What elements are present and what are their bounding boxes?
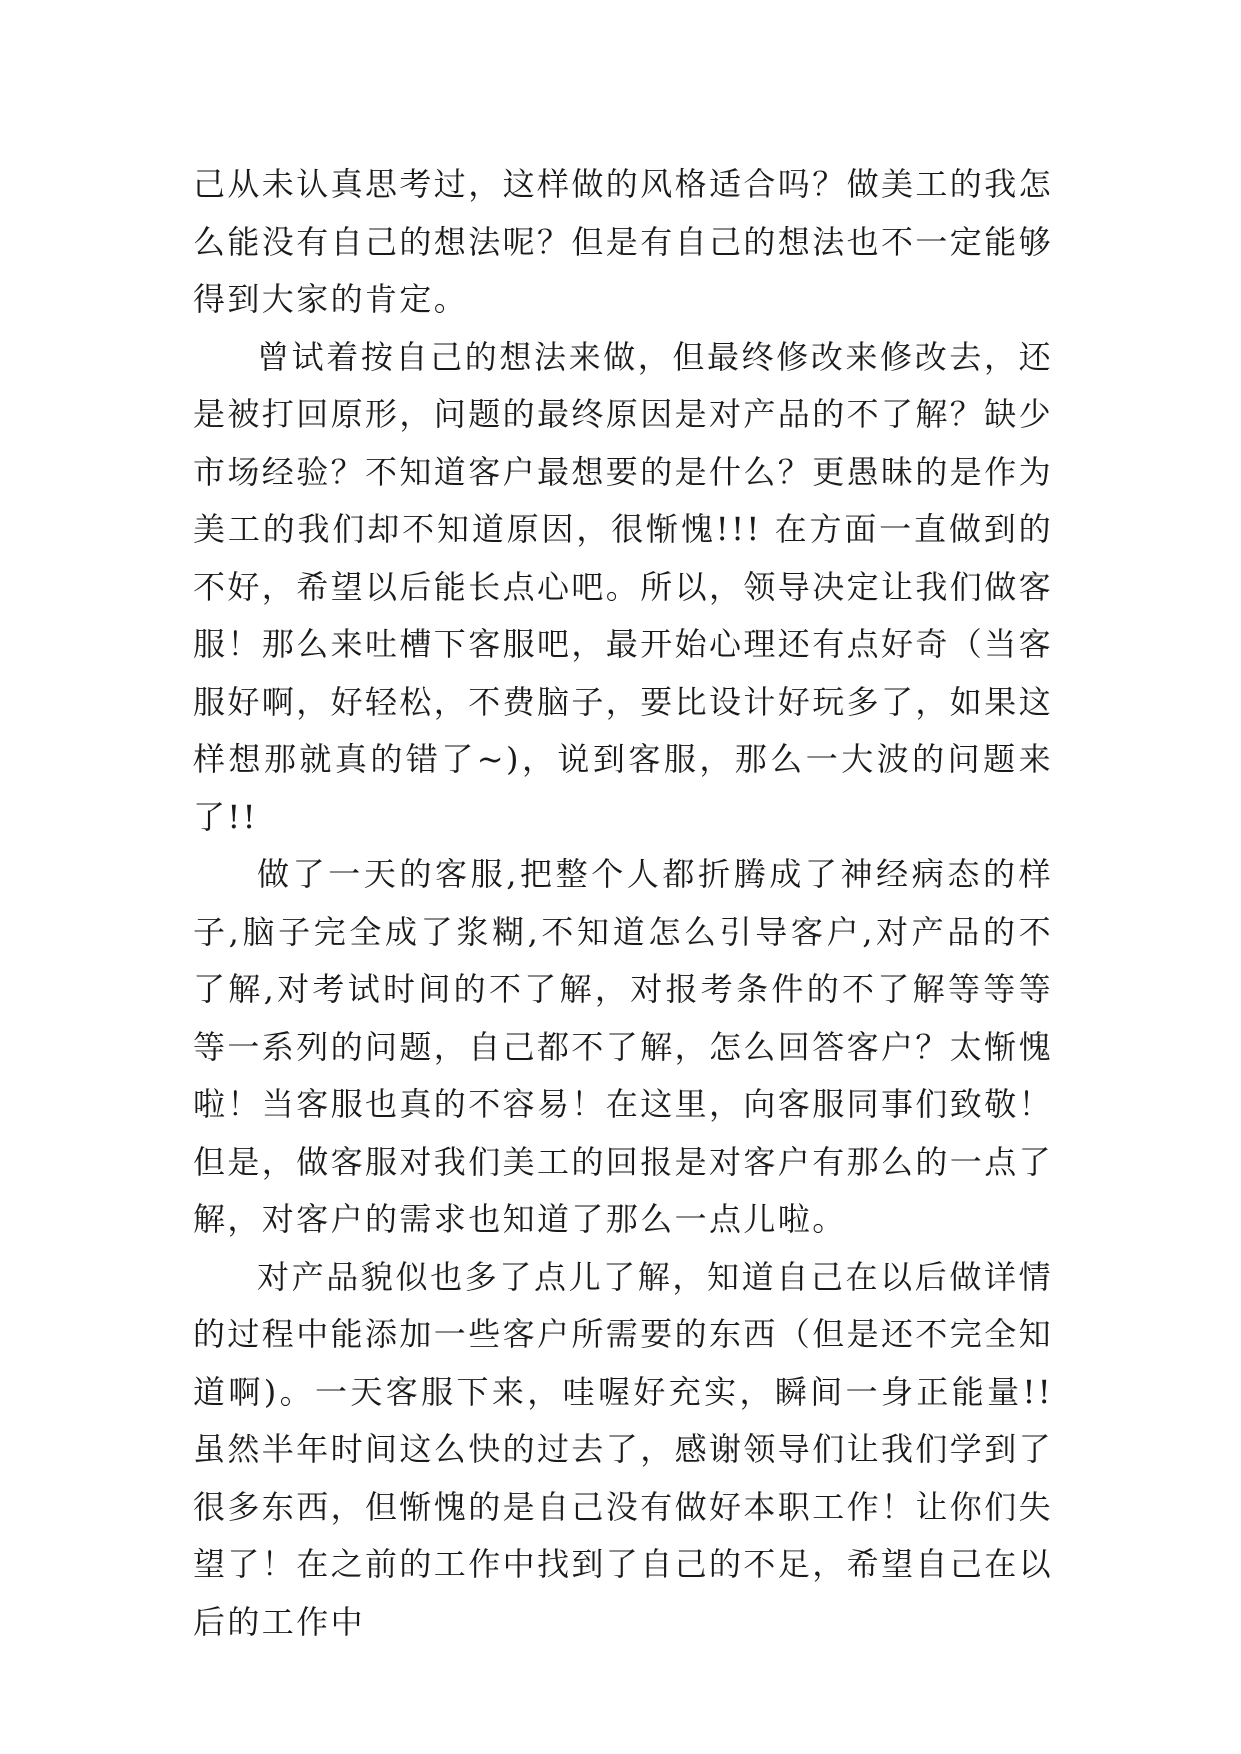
paragraph-continuation: 己从未认真思考过，这样做的风格适合吗？做美工的我怎么能没有自己的想法呢？但是有自己的想法也不一定能够得到大家的肯定。 [193, 165, 1054, 318]
body-text [193, 156, 1053, 1651]
paragraph: 曾试着按自己的想法来做，但最终修改来修改去，还是被打回原形，问题的最终原因是对产品的不了解？缺少市场经验？不知道客户最想要的是什么？更愚昧的是作为美工的我们却不知道原因，很惭愧!!! 在方面一直做到的不好，希望以后能长点心吧。所以，领导决定让我们做客服！那么来吐槽下客服吧，最开始心理还有点好奇（当客服好啊，好轻松，不费脑子，要比设计好玩多了，如果这样想那就真的错了~)，说到客服，那么一大波的问题来了!! [193, 337, 1054, 836]
paragraph: 对产品貌似也多了点儿了解，知道自己在以后做详情的过程中能添加一些客户所需要的东西（但是还不完全知道啊)。一天客服下来，哇喔好充实，瞬间一身正能量!! 虽然半年时间这么快的过去了，感谢领导们让我们学到了很多东西，但惭愧的是自己没有做好本职工作！让你们失望了！在之前的工作中找到了自己的不足，希望自己在以后的工作中 [193, 1257, 1054, 1641]
paragraph: 做了一天的客服,把整个人都折腾成了神经病态的样子,脑子完全成了浆糊,不知道怎么引导客户,对产品的不了解,对考试时间的不了解，对报考条件的不了解等等等等一系列的问题，自己都不了解，怎么回答客户？太惭愧啦！当客服也真的不容易！在这里，向客服同事们致敬！但是，做客服对我们美工的回报是对客户有那么的一点了解，对客户的需求也知道了那么一点儿啦。 [193, 855, 1054, 1238]
